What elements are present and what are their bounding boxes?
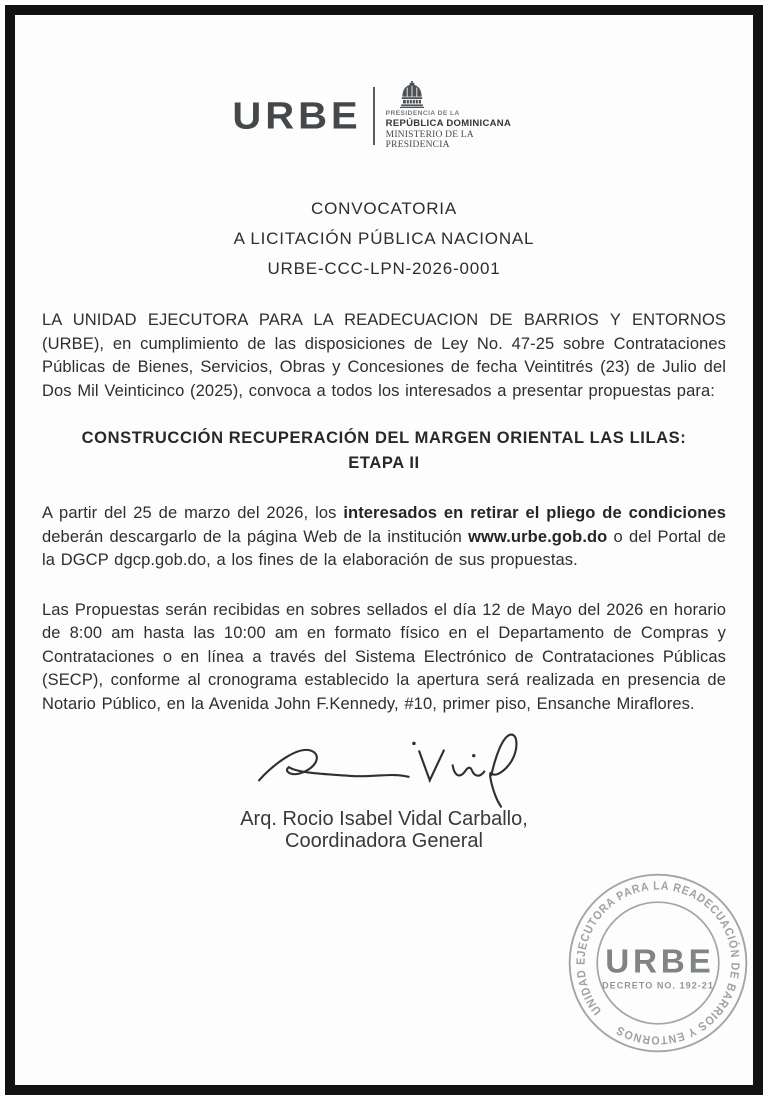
logo-divider	[373, 87, 375, 145]
gov-text-presidencia: PRESIDENCIA DE LA	[385, 110, 460, 117]
paragraph-propuestas: Las Propuestas serán recibidas en sobres sellados el día 12 de Mayo del 2026 en horario de 8:00 am hasta las 10:00 am en formato físico en el Departamento de Compras y Contrataciones o en línea a través del Sistema Electrónico de Contrataciones Públicas (SECP), conforme al cronograma establecido la apertura será realizada en presencia de Notario Público, en la Avenida John F.Kennedy, #10, primer piso, Ensanche Miraflores.	[42, 600, 726, 713]
paragraph-intro: LA UNIDAD EJECUTORA PARA LA READECUACION DE BARRIOS Y ENTORNOS (URBE), en cumplimiento de las disposiciones de Ley No. 47-25 sobre Contrataciones Públicas de Bienes, Servicios, Obras y Concesiones de fecha Veintitrés (23) de Julio del Dos Mil Veinticinco (2025), convoca a todos los interesados a presentar propuestas para:	[42, 311, 726, 400]
title-licitacion: A LICITACIÓN PÚBLICA NACIONAL	[233, 229, 535, 248]
title-convocatoria: CONVOCATORIA	[311, 199, 457, 218]
document-frame	[5, 5, 763, 1095]
government-seal-block	[386, 81, 536, 150]
paragraph-pliego: A partir del 25 de marzo del 2026, los interesados en retirar el pliego de condiciones deberán descargarlo de la página Web de la institución www.urbe.gob.do o del Portal de la DGCP dgcp.gob.do, a los fines de la elaboración de sus propuestas.	[42, 504, 726, 569]
title-reference-number: URBE-CCC-LPN-2026-0001	[267, 259, 501, 278]
national-palace-dome-icon	[400, 81, 424, 108]
urbe-round-stamp	[563, 868, 753, 1058]
gov-text-republica: REPÚBLICA DOMINICANA	[385, 118, 512, 129]
seal-urbe-text: URBE	[605, 943, 715, 981]
signer-title: Coordinadora General	[285, 830, 483, 852]
urbe-logo: URBE	[232, 94, 362, 137]
seal-decree-text: DECRETO NO. 192-21	[602, 980, 714, 991]
signature-block	[42, 724, 726, 852]
project-title	[42, 426, 726, 476]
project-title-line1: CONSTRUCCIÓN RECUPERACIÓN DEL MARGEN ORIENTAL LAS LILAS:	[81, 429, 687, 447]
project-title-line2: ETAPA II	[348, 454, 420, 472]
signer-name: Arq. Rocio Isabel Vidal Carballo,	[240, 808, 528, 830]
handwritten-signature	[244, 724, 524, 812]
document-title	[42, 194, 726, 284]
seal-ring-text: UNIDAD EJECUTORA PARA LA READECUACIÓN DE BARRIOS Y ENTORNOS	[573, 878, 743, 1048]
header-logo	[42, 81, 726, 150]
gov-text-ministerio: MINISTERIO DE LA PRESIDENCIA	[385, 130, 474, 150]
